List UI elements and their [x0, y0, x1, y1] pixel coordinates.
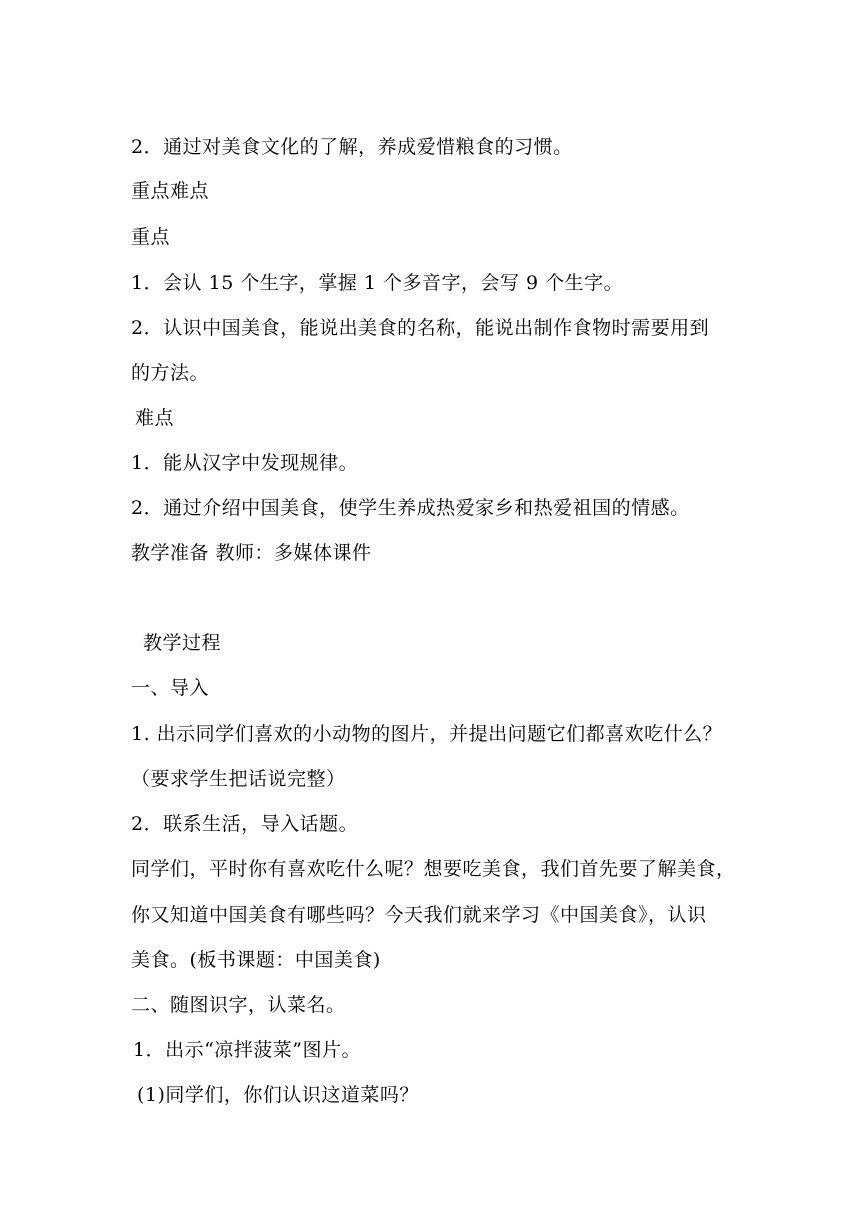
difficulty-1: 1．能从汉字中发现规律。: [131, 452, 359, 474]
objective-2: 2．通过对美食文化的了解，养成爱惜粮食的习惯。: [131, 136, 573, 158]
step-2: 2．联系生活，导入话题。: [131, 813, 359, 835]
part-2-heading: 二、随图识字，认菜名。: [131, 994, 346, 1016]
step-1: 1. 出示同学们喜欢的小动物的图片，并提出问题它们都喜欢吃什么？: [131, 723, 723, 745]
subheading-key-point: 重点: [131, 226, 171, 248]
key-point-2: 2．认识中国美食，能说出美食的名称，能说出制作食物时需要用到: [131, 317, 710, 339]
paragraph-line-2: 你又知道中国美食有哪些吗？今天我们就来学习《中国美食》，认识: [131, 904, 707, 926]
difficulty-2: 2．通过介绍中国美食，使学生养成热爱家乡和热爱祖国的情感。: [131, 497, 690, 519]
part-1-heading: 一、导入: [131, 677, 210, 699]
paragraph-line-1: 同学们，平时你有喜欢吃什么呢？想要吃美食，我们首先要了解美食，: [131, 858, 736, 880]
key-point-1: 1．会认 15 个生字，掌握 1 个多音字，会写 9 个生字。: [131, 272, 624, 294]
subheading-difficulty: 难点: [135, 407, 175, 429]
teaching-preparation: 教学准备 教师：多媒体课件: [131, 542, 372, 564]
section-heading-process: 教学过程: [143, 632, 222, 654]
step-1-note: （要求学生把话说完整）: [131, 768, 346, 790]
part-2-question-1: (1)同学们，你们认识这道菜吗？: [137, 1084, 419, 1106]
paragraph-line-3: 美食。(板书课题：中国美食): [131, 949, 381, 971]
key-point-2-continued: 的方法。: [131, 362, 210, 384]
part-2-step-1: 1．出示“凉拌菠菜”图片。: [133, 1039, 362, 1061]
section-heading-key-points: 重点难点: [131, 180, 210, 202]
